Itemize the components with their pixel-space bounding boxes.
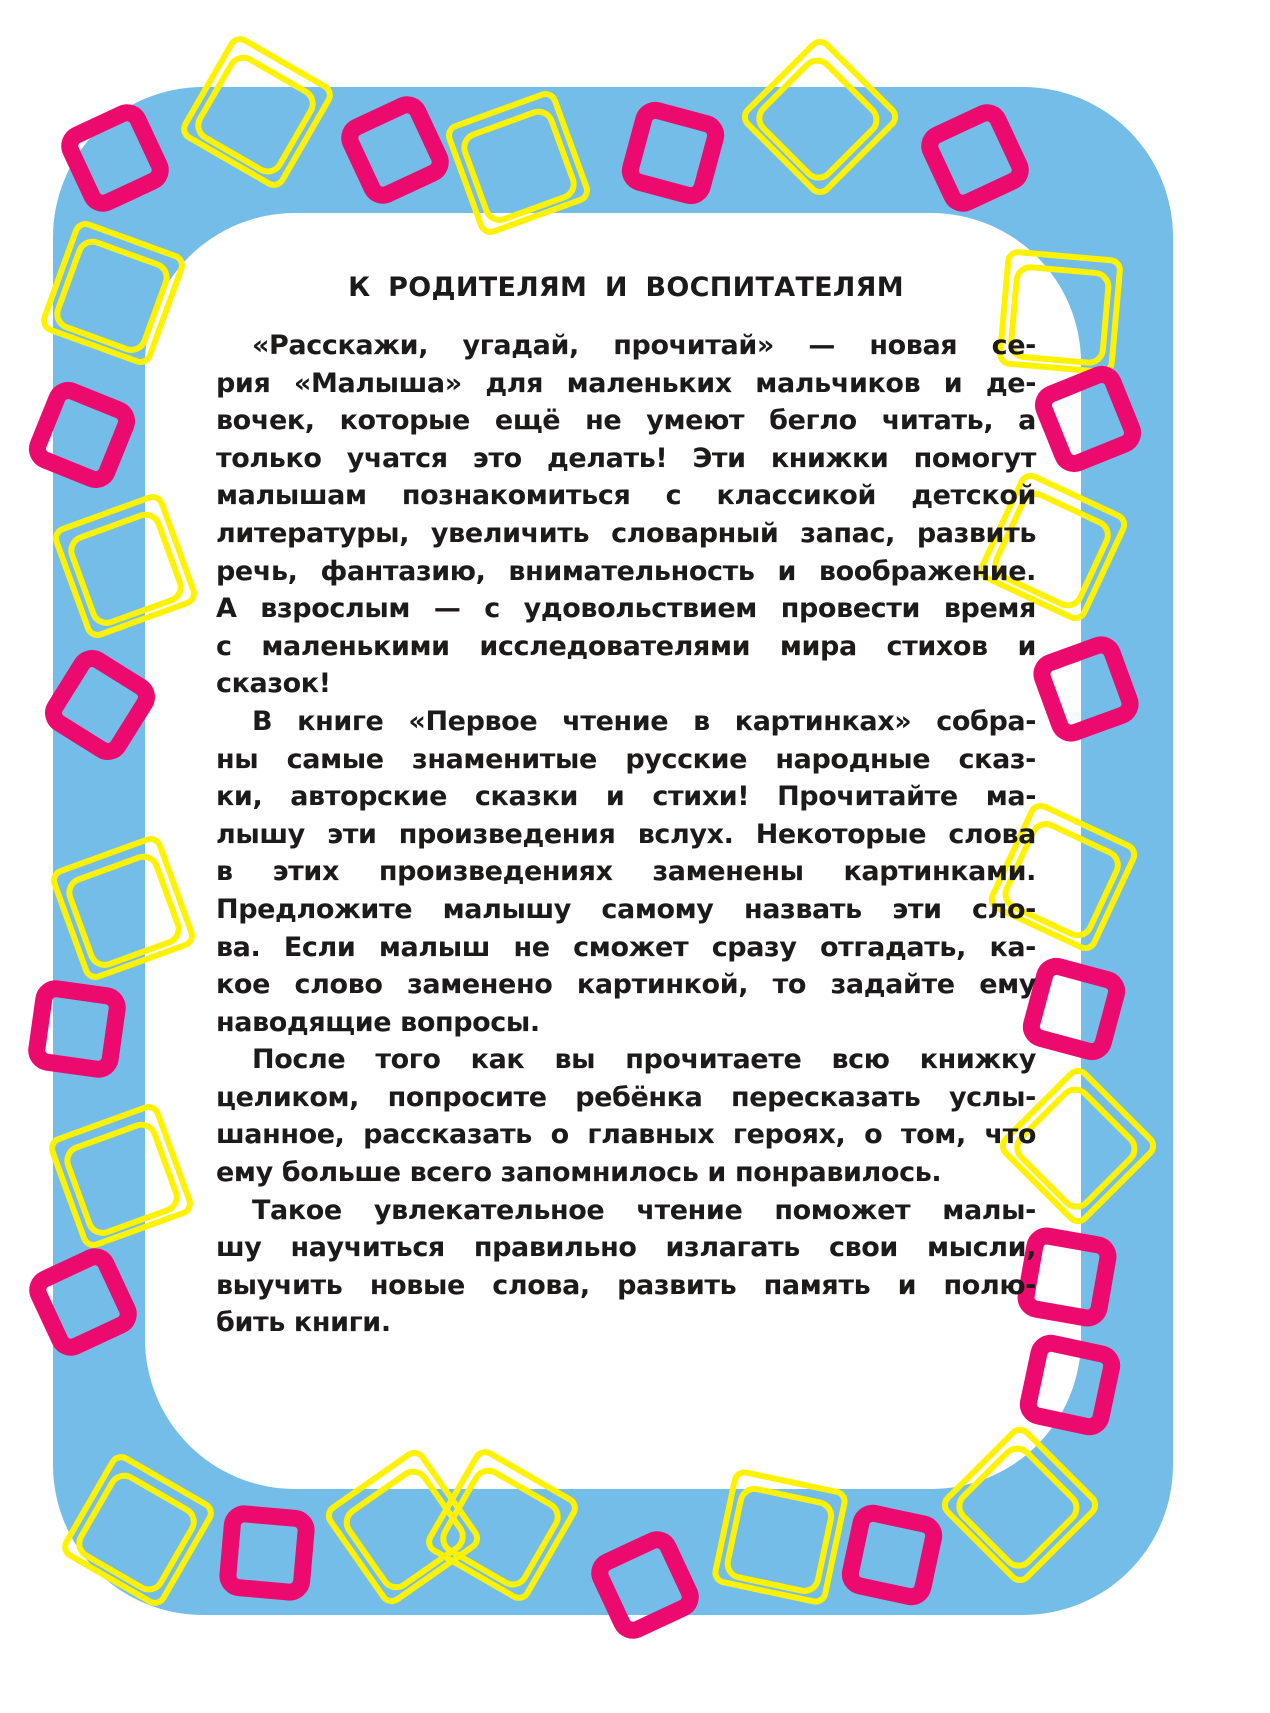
paragraph: [216, 1192, 1036, 1342]
text-line: лышу эти произведения вслух. Некоторые слова: [216, 818, 1036, 850]
yellow-double-square-icon: [325, 1449, 481, 1605]
yellow-double-square-icon: [53, 494, 197, 638]
yellow-double-square-icon: [62, 1454, 215, 1607]
foreword-content: [216, 265, 1036, 1342]
pink-square-icon: [628, 108, 719, 199]
pink-square-icon: [848, 1511, 936, 1599]
yellow-double-square-icon: [426, 1449, 579, 1602]
text-line: в этих произведениях заменены картинками.: [216, 856, 1036, 888]
text-line: После того как вы прочитаете всю книжку: [252, 1044, 1036, 1076]
yellow-double-square-icon: [181, 36, 334, 189]
text-line: Предложите малышу самому назвать эти сло-: [216, 893, 1036, 925]
pink-square-icon: [1029, 964, 1120, 1055]
text-line: А взрослым — с удовольствием провести время: [216, 593, 1036, 625]
text-line: малышам познакомиться с классикой детской: [216, 480, 1036, 512]
text-line: шанное, рассказать о главных героях, о том, что: [216, 1119, 1036, 1151]
text-line: шу научиться правильно излагать свои мысли,: [216, 1232, 1036, 1264]
pink-square-icon: [227, 1513, 307, 1593]
text-line: ки, авторские сказки и стихи! Прочитайте ма-: [216, 781, 1036, 813]
page-title: К РОДИТЕЛЯМ И ВОСПИТАТЕЛЯМ: [348, 272, 904, 303]
pink-square-icon: [926, 109, 1024, 207]
text-line: Такое увлекательное чтение поможет малы-: [252, 1194, 1036, 1226]
pink-square-icon: [49, 654, 151, 756]
text-line: вочек, которые ещё не умеют бегло читать, а: [216, 405, 1036, 437]
pink-square-icon: [1040, 371, 1136, 467]
pink-square-icon: [66, 109, 164, 207]
text-line: наводящие вопросы.: [216, 1006, 540, 1038]
yellow-double-square-icon: [741, 38, 899, 196]
text-line: выучить новые слова, развить память и полю-: [216, 1269, 1036, 1301]
pink-square-icon: [34, 387, 130, 483]
text-line: ны самые знаменитые русские народные сказ-: [216, 743, 1036, 775]
text-line: ва. Если малыш не сможет сразу отгадать, ка-: [216, 931, 1036, 963]
yellow-double-square-icon: [446, 91, 590, 235]
paragraph: [216, 1041, 1036, 1191]
yellow-double-square-icon: [49, 1104, 193, 1248]
pink-square-icon: [34, 1253, 132, 1351]
pink-square-icon: [35, 987, 119, 1071]
yellow-double-square-icon: [51, 836, 195, 980]
yellow-double-square-icon: [41, 221, 185, 365]
pink-square-icon: [596, 1536, 694, 1634]
foreword-body: [216, 327, 1036, 1342]
yellow-double-square-icon: [714, 1471, 847, 1604]
text-line: с маленькими исследователями мира стихов и: [216, 630, 1036, 662]
pink-square-icon: [1026, 1341, 1114, 1429]
text-line: бить книги.: [216, 1307, 391, 1339]
text-line: «Расскажи, угадай, прочитай» — новая се-: [252, 330, 1036, 361]
pink-square-icon: [346, 101, 444, 199]
text-line: целиком, попросите ребёнка пересказать услы-: [216, 1081, 1036, 1113]
paragraph: [216, 703, 1036, 1041]
text-line: кое слово заменено картинкой, то задайте ему: [216, 969, 1036, 1001]
text-line: В книге «Первое чтение в картинках» собра-: [252, 705, 1036, 737]
text-line: только учатся это делать! Эти книжки помогут: [216, 442, 1036, 474]
paragraph: [216, 327, 1036, 703]
text-line: литературы, увеличить словарный запас, развить: [216, 517, 1036, 549]
pink-square-icon: [1024, 1234, 1110, 1320]
text-line: ему больше всего запомнилось и понравилось.: [216, 1157, 942, 1189]
yellow-double-square-icon: [941, 1426, 1099, 1584]
text-line: речь, фантазию, внимательность и воображение.: [216, 555, 1036, 587]
pink-square-icon: [1039, 642, 1134, 737]
text-line: сказок!: [216, 668, 331, 700]
text-line: рия «Малыша» для маленьких мальчиков и де-: [216, 367, 1036, 399]
